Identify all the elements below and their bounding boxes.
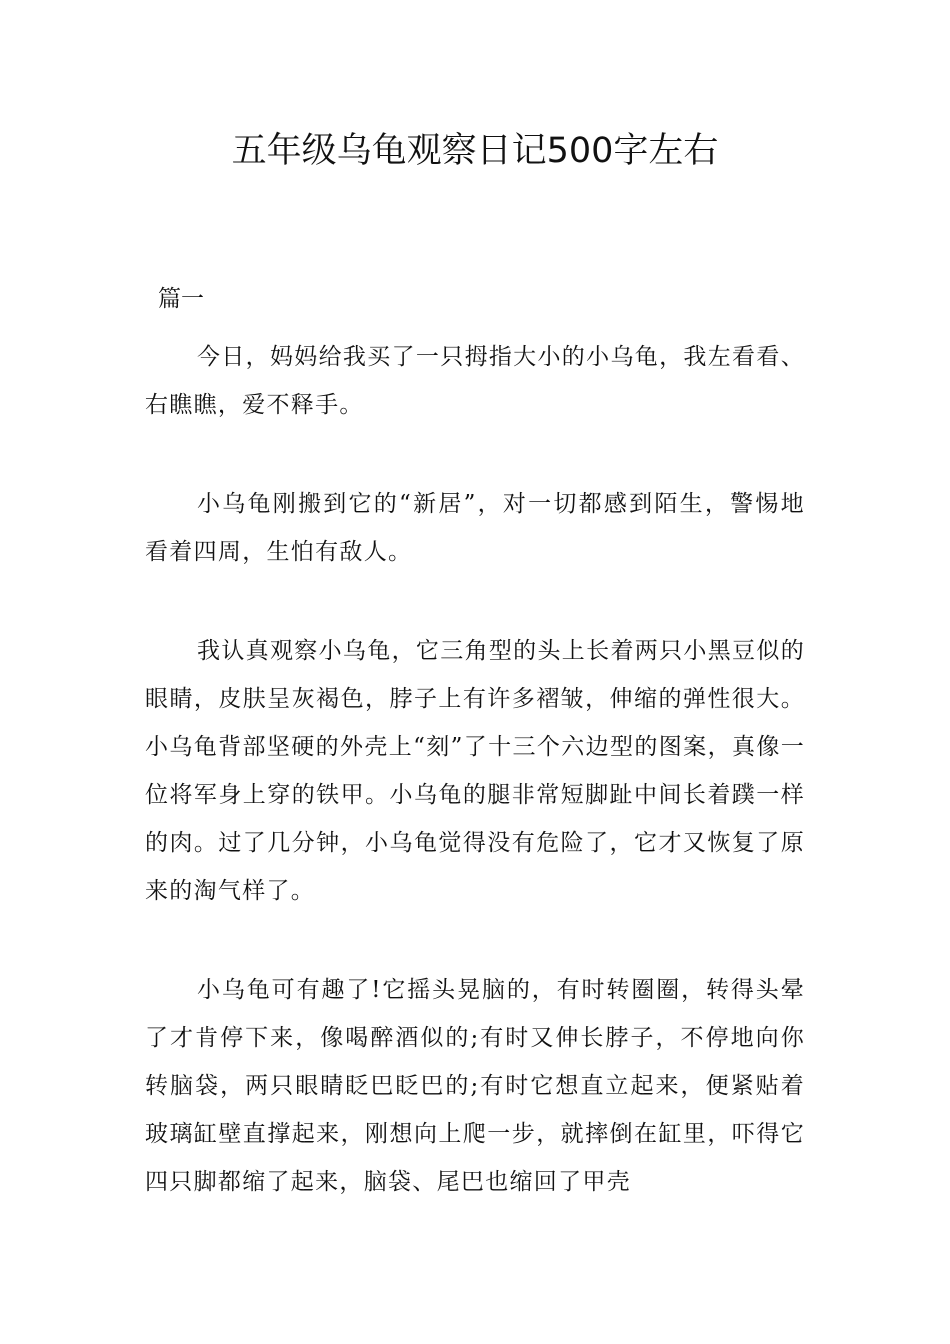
- section-label: 篇一: [158, 286, 204, 312]
- paragraph: 小乌龟可有趣了!它摇头晃脑的，有时转圈圈，转得头晕了才肯停下来，像喝醉酒似的;有时又伸长脖子，不停地向你转脑袋，两只眼睛眨巴眨巴的;有时它想直立起来，便紧贴着玻璃缸壁直撑起来，刚想向上爬一步，就摔倒在缸里，吓得它四只脚都缩了起来，脑袋、尾巴也缩回了甲壳: [145, 977, 805, 1195]
- paragraph: 小乌龟刚搬到它的“新居”，对一切都感到陌生，警惕地看着四周，生怕有敌人。: [145, 491, 805, 565]
- paragraph: 我认真观察小乌龟，它三角型的头上长着两只小黑豆似的眼睛，皮肤呈灰褐色，脖子上有许多褶皱，伸缩的弹性很大。小乌龟背部坚硬的外壳上“刻”了十三个六边型的图案，真像一位将军身上穿的铁甲。小乌龟的腿非常短脚趾中间长着蹼一样的肉。过了几分钟，小乌龟觉得没有危险了，它才又恢复了原来的淘气样了。: [145, 638, 805, 904]
- document-body: [145, 333, 805, 1257]
- document-title: 五年级乌龟观察日记500字左右: [231, 131, 719, 171]
- paragraph: 今日，妈妈给我买了一只拇指大小的小乌龟，我左看看、右瞧瞧，爱不释手。: [145, 344, 805, 418]
